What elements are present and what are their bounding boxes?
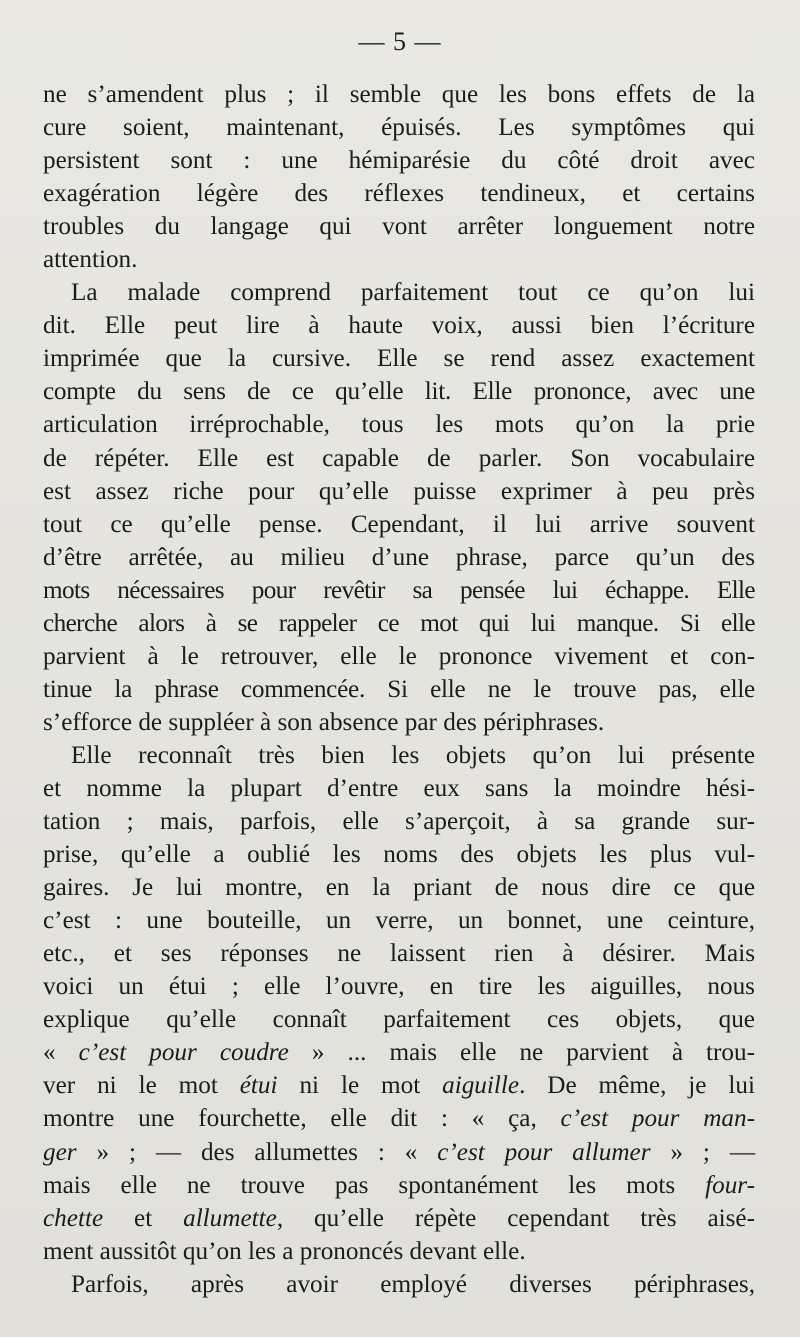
text-run: mais elle ne trouve pas spontanément les mots	[43, 1171, 706, 1199]
page-number: — 5 —	[358, 27, 442, 56]
text-line: ment aussitôt qu’on les a prononcés devant elle.	[43, 1237, 526, 1265]
text-line: tinue la phrase commencée. Si elle ne le trouve pas, elle	[43, 675, 755, 703]
body-text	[43, 78, 755, 1301]
italic-quote: c’est pour allumer	[437, 1138, 651, 1166]
text-line: prise, qu’elle a oublié les noms des objets les plus vul-	[43, 841, 755, 869]
text-line: exagération légère des réflexes tendineux, et certains	[43, 180, 755, 208]
text-run: » ... mais elle ne parvient à trou-	[288, 1039, 756, 1067]
text-line: cherche alors à se rappeler ce mot qui lui manque. Si elle	[43, 609, 755, 637]
text-line: explique qu’elle connaît parfaitement ces objets, que	[43, 1006, 755, 1034]
text-line: tout ce qu’elle pense. Cependant, il lui arrive souvent	[43, 510, 755, 538]
italic-word: aiguille	[442, 1072, 520, 1100]
text-line: La malade comprend parfaitement tout ce qu’on lui	[71, 279, 755, 307]
text-line: articulation irréprochable, tous les mots qu’on la prie	[43, 411, 755, 439]
text-line: persistent sont : une hémiparésie du côté droit avec	[43, 147, 755, 175]
text-run: , qu’elle répète cependant très aisé-	[276, 1204, 755, 1232]
text-line: est assez riche pour qu’elle puisse exprimer à peu près	[43, 477, 755, 505]
italic-word: four-	[705, 1171, 755, 1199]
text-run: » ; —	[650, 1138, 756, 1166]
text-line: d’être arrêtée, au milieu d’une phrase, parce qu’un des	[43, 543, 755, 571]
italic-quote: c’est pour coudre	[78, 1039, 289, 1067]
text-line: etc., et ses réponses ne laissent rien à désirer. Mais	[43, 940, 755, 968]
text-line	[43, 1136, 755, 1169]
text-run: . De même, je lui	[519, 1072, 755, 1100]
text-line	[43, 1069, 755, 1102]
text-line: compte du sens de ce qu’elle lit. Elle prononce, avec une	[43, 378, 755, 406]
text-line: mots nécessaires pour revêtir sa pensée lui échappe. Elle	[43, 576, 755, 604]
text-line	[43, 1102, 755, 1135]
text-run: «	[43, 1039, 79, 1067]
text-line: dit. Elle peut lire à haute voix, aussi bien l’écriture	[43, 312, 755, 340]
text-line: s’efforce de suppléer à son absence par des périphrases.	[43, 708, 605, 736]
text-run: et	[103, 1204, 184, 1232]
italic-quote: c’est pour man-	[560, 1105, 755, 1133]
text-line	[43, 1202, 755, 1235]
text-line: Elle reconnaît très bien les objets qu’on lui présente	[71, 741, 755, 769]
text-line: Parfois, après avoir employé diverses périphrases,	[71, 1270, 755, 1298]
text-run: » ; — des allumettes : «	[76, 1138, 438, 1166]
text-line: de répéter. Elle est capable de parler. Son vocabulaire	[43, 444, 755, 472]
text-line	[43, 1169, 755, 1202]
text-line: voici un étui ; elle l’ouvre, en tire les aiguilles, nous	[43, 973, 755, 1001]
italic-word: étui	[239, 1072, 278, 1100]
text-line: tation ; mais, parfois, elle s’aperçoit, à sa grande sur-	[43, 808, 755, 836]
italic-word: allumette	[183, 1204, 277, 1232]
text-run: ni le mot	[277, 1072, 443, 1100]
text-line: imprimée que la cursive. Elle se rend assez exactement	[43, 345, 755, 373]
text-line: gaires. Je lui montre, en la priant de nous dire ce que	[43, 874, 755, 902]
text-run: montre une fourchette, elle dit : « ça,	[43, 1105, 561, 1133]
text-line: parvient à le retrouver, elle le prononce vivement et con-	[43, 642, 755, 670]
text-line: c’est : une bouteille, un verre, un bonnet, une ceinture,	[43, 907, 755, 935]
italic-quote: ger	[43, 1138, 77, 1166]
text-line: et nomme la plupart d’entre eux sans la moindre hési-	[43, 774, 755, 802]
text-line: attention.	[43, 246, 138, 274]
text-line: cure soient, maintenant, épuisés. Les symptômes qui	[43, 114, 755, 142]
text-line: troubles du langage qui vont arrêter longuement notre	[43, 213, 755, 241]
italic-word: chette	[43, 1204, 104, 1232]
text-run: ver ni le mot	[43, 1072, 240, 1100]
text-line	[43, 1036, 755, 1069]
text-line: ne s’amendent plus ; il semble que les bons effets de la	[43, 81, 755, 108]
